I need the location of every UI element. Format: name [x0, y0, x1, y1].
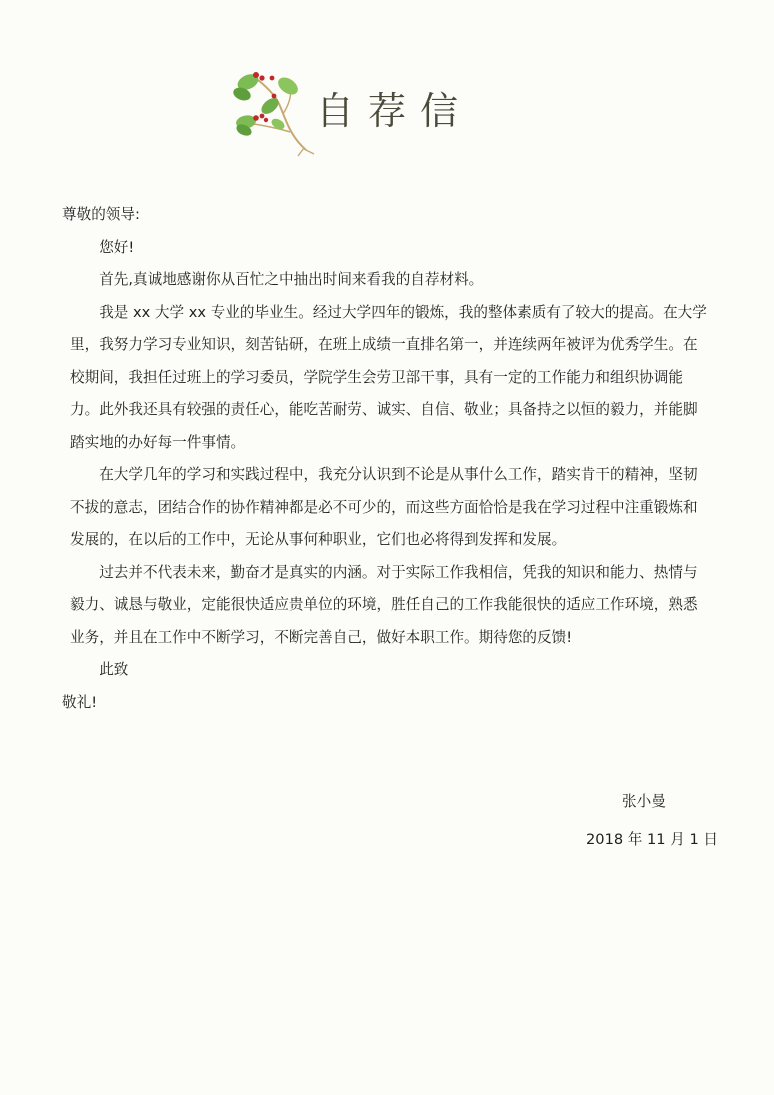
- branch-decoration-icon: [228, 66, 318, 158]
- signature-date: 2018 年 11 月 1 日: [586, 831, 718, 848]
- paragraph: 过去并不代表未来，勤奋才是真实的内涵。对于实际工作我相信，凭我的知识和能力、热情与毅力、诚恳与敬业，定能很快适应贵单位的环境，胜任自己的工作我能很快的适应工作环境，熟悉业务，并且在工作中不断学习，不断完善自己，做好本职工作。期待您的反馈!: [70, 563, 698, 646]
- greeting: 您好!: [99, 238, 135, 256]
- closing-salute: 敬礼!: [62, 693, 98, 711]
- paragraph: 在大学几年的学习和实践过程中，我充分认识到不论是从事什么工作，踏实肯干的精神，坚韧不拔的意志，团结合作的协作精神都是必不可少的，而这些方面恰恰是我在学习过程中注重锻炼和发展的，在以后的工作中，无论从事何种职业，它们也必将得到发挥和发展。: [70, 466, 698, 548]
- salutation: 尊敬的领导:: [62, 206, 140, 223]
- letter-body: [62, 199, 710, 719]
- letter-title: 自荐信: [316, 89, 473, 133]
- paragraph: 首先,真诚地感谢你从百忙之中抽出时间来看我的自荐材料。: [99, 271, 484, 288]
- closing-line: 此致: [99, 661, 129, 678]
- letter-header: [228, 66, 488, 158]
- signature-name: 张小曼: [622, 793, 666, 810]
- paragraph: 我是 xx 大学 xx 专业的毕业生。经过大学四年的锻炼，我的整体素质有了较大的提高。在大学里，我努力学习专业知识，刻苦钻研，在班上成绩一直排名第一，并连续两年被评为优秀学生。在校期间，我担任过班上的学习委员，学院学生会劳卫部干事，具有一定的工作能力和组织协调能力。此外我还具有较强的责任心，能吃苦耐劳、诚实、自信、敬业；具备持之以恒的毅力，并能脚踏实地的办好每一件事情。: [70, 303, 707, 451]
